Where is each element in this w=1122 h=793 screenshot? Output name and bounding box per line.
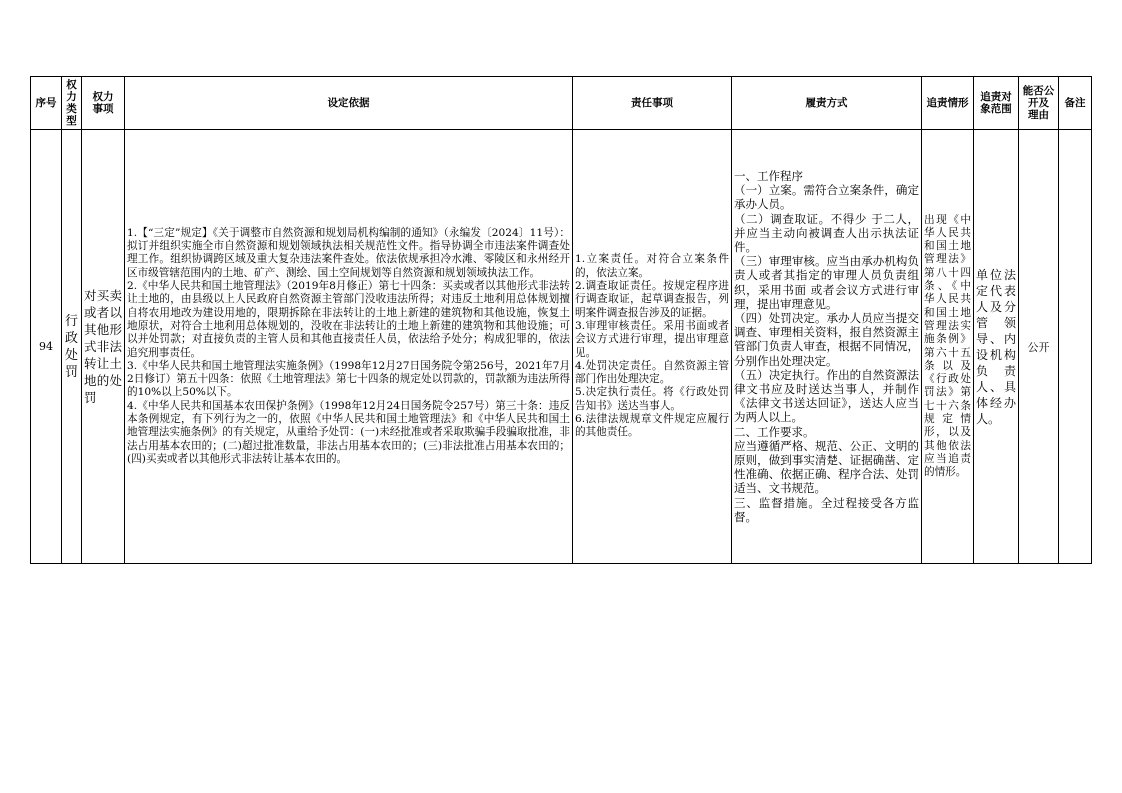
cell-scope: 单位法定代表人及分管领导、内设机构负责人、具体经办人。 (974, 130, 1019, 564)
header-power-item: 权力 事项 (82, 77, 125, 130)
header-seq: 序号 (31, 77, 62, 130)
header-responsibility: 责任事项 (573, 77, 732, 130)
header-accountability: 追责情形 (922, 77, 974, 130)
header-power-type: 权 力 类 型 (62, 77, 82, 130)
method-item: （二）调查取证。不得少 于二人，并应当主动向被调查人出示执法证件。 (734, 211, 919, 254)
table-row (31, 130, 1092, 564)
responsibility-item: 3.审理审核责任。采用书面或者会议方式进行审理，提出审理意见。 (575, 319, 729, 359)
cell-method (732, 130, 922, 564)
basis-item: 3.《中华人民共和国土地管理法实施条例》（1998年12月27日国务院令第256号，2021年7月2日修订）第五十四条：依照《土地管理法》第七十四条的规定处以罚款的，罚款额为违法所得的10%以上50%以下。 (127, 359, 570, 399)
responsibility-item: 1.立案责任。对符合立案条件的，依法立案。 (575, 253, 729, 279)
responsibility-item: 2.调查取证责任。按规定程序进行调查取证，起草调查报告，列明案件调查报告涉及的证据。 (575, 280, 729, 319)
cell-public: 公开 (1019, 130, 1059, 564)
header-scope: 追责对 象范围 (974, 77, 1019, 130)
header-remark: 备注 (1059, 77, 1092, 130)
basis-item: 4.《中华人民共和国基本农田保护条例》（1998年12月24日国务院令257号）第三十条：违反本条例规定，有下列行为之一的，依照《中华人民共和国土地管理法》和《中华人民共和国土地管理法实施条例》的有关规定，从重给予处罚：(一)未经批准或者采取欺骗手段骗取批准，非法占用基本农田的；(二)超过批准数量，非法占用基本农田的；(三)非法批准占用基本农田的；(四)买卖或者以其他形式非法转让基本农田的。 (127, 399, 570, 465)
cell-seq: 94 (31, 130, 62, 564)
cell-responsibility (573, 130, 732, 564)
responsibility-item: 4.处罚决定责任。自然资源主管部门作出处理决定。 (575, 359, 729, 386)
cell-power-type: 行 政 处 罚 (62, 130, 82, 564)
method-item: 应当遵循严格、规范、公正、文明的原则，做到事实清楚、证据确凿、定性准确、依据正确、程序合法、处罚适当、文书规范。 (734, 438, 919, 496)
responsibility-item: 5.决定执行责任。将《行政处罚告知书》送达当事人。 (575, 386, 729, 412)
method-item: 一、工作程序 (734, 168, 803, 183)
cell-power-item: 对买卖或者以其他形式非法转让土地的处罚 (82, 130, 125, 564)
cell-basis (125, 130, 573, 564)
method-item: （四）处罚决定。承办人员应当提交调查、审理相关资料，报自然资源主管部门负责人审查，根据不同情况，分别作出处理决定。 (734, 310, 919, 368)
basis-item: 1.【“三定”规定】《关于调整市自然资源和规划局机构编制的通知》（永编发〔2024〕11号）：拟订并组织实施全市自然资源和规划领域执法相关规范性文件。指导协调全市违法案件调查处理工作。组织协调跨区域及重大复杂违法案件查处。依法依规承担冷水滩、零陵区和永州经开区市级管辖范围内的土地、矿产、测绘、国土空间规划等自然资源和规划领域执法工作。 (127, 226, 570, 279)
basis-item: 2.《中华人民共和国土地管理法》（2019年8月修正）第七十四条：买卖或者以其他形式非法转让土地的，由县级以上人民政府自然资源主管部门没收违法所得；对违反土地利用总体规划擅自将农用地改为建设用地的，限期拆除在非法转让的土地上新建的建筑物和其他设施，恢复土地原状，对符合土地利用总体规划的，没收在非法转让的土地上新建的建筑物和其他设施；可以并处罚款；对直接负责的主管人员和其他直接责任人员，依法给予处分；构成犯罪的，依法追究刑事责任。 (127, 280, 570, 359)
header-method: 履责方式 (732, 77, 922, 130)
power-list-table (30, 76, 1092, 564)
cell-remark (1059, 130, 1092, 564)
method-item: 二、工作要求。 (734, 424, 815, 439)
header-row (31, 77, 1092, 130)
header-basis: 设定依据 (125, 77, 573, 130)
method-item: 三、监督措施。全过程接受各方监督。 (734, 495, 919, 524)
cell-accountability: 出现《中华人民共和国土地管理法》第八十四条、《中华人民共和国土地管理法实施条例》第六十五条以及《行政处罚法》第七十六条规定情形，以及其他依法应当追责的情形。 (922, 130, 974, 564)
method-item: （一）立案。需符合立案条件，确定承办人员。 (734, 183, 919, 212)
method-item: （三）审理审核。应当由承办机构负责人或者其指定的审理人员负责组织，采用书面 或者会议方式进行审理，提出审理意见。 (734, 254, 919, 311)
responsibility-item: 6.法律法规规章文件规定应履行的其他责任。 (575, 412, 729, 439)
method-item: （五）决定执行。作出的自然资源法律文书应及时送达当事人，并制作《法律文书送达回证》，送达人应当为两人以上。 (734, 367, 919, 425)
header-public: 能否公 开及 理由 (1019, 77, 1059, 130)
